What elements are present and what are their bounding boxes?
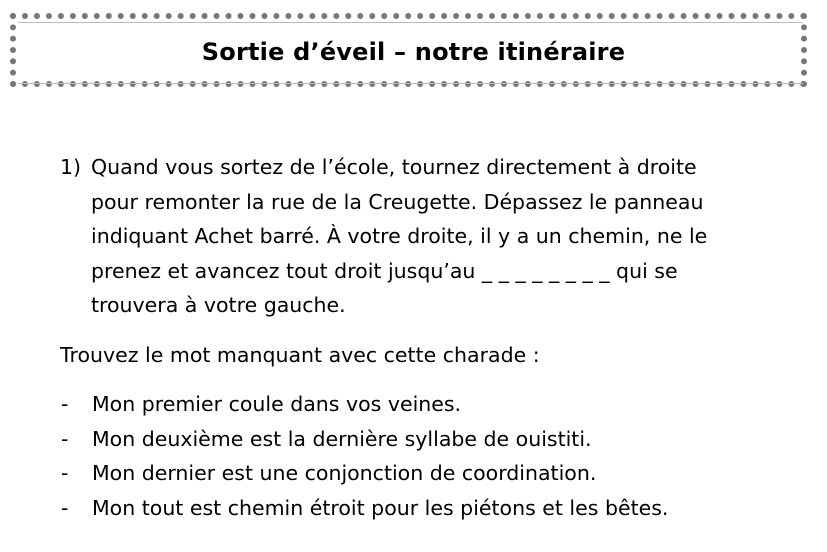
question-line: prenez et avancez tout droit jusqu’au _ _ _ _ _ _ _ _ qui se <box>91 258 678 283</box>
bullet-dash: - <box>61 495 69 520</box>
page-title: Sortie d’éveil – notre itinéraire <box>201 38 626 66</box>
charade-clue: Mon tout est chemin étroit pour les piétons et les bêtes. <box>92 495 669 520</box>
charade-list <box>60 387 800 525</box>
charade-clue: Mon deuxième est la dernière syllabe de ouistiti. <box>92 426 592 451</box>
question-line: trouvera à votre gauche. <box>91 293 346 317</box>
list-item <box>60 387 800 422</box>
charade-clue: Mon dernier est une conjonction de coordination. <box>92 461 597 485</box>
question-line: Quand vous sortez de l’école, tournez directement à droite <box>91 155 697 179</box>
list-item <box>60 456 800 491</box>
question-1 <box>60 150 800 323</box>
bullet-dash: - <box>61 461 69 485</box>
bullet-dash: - <box>61 392 69 416</box>
charade-intro: Trouvez le mot manquant avec cette charade : <box>60 342 540 367</box>
list-item <box>60 422 800 457</box>
bullet-dash: - <box>61 426 69 451</box>
document-body <box>60 150 800 546</box>
charade-clue: Mon premier coule dans vos veines. <box>92 392 462 416</box>
question-line: indiquant Achet barré. À votre droite, il y a un chemin, ne le <box>91 224 708 248</box>
list-item <box>60 491 800 526</box>
question-number: 1) <box>60 155 82 179</box>
question-line: pour remonter la rue de la Creugette. Dépassez le panneau <box>91 189 704 214</box>
